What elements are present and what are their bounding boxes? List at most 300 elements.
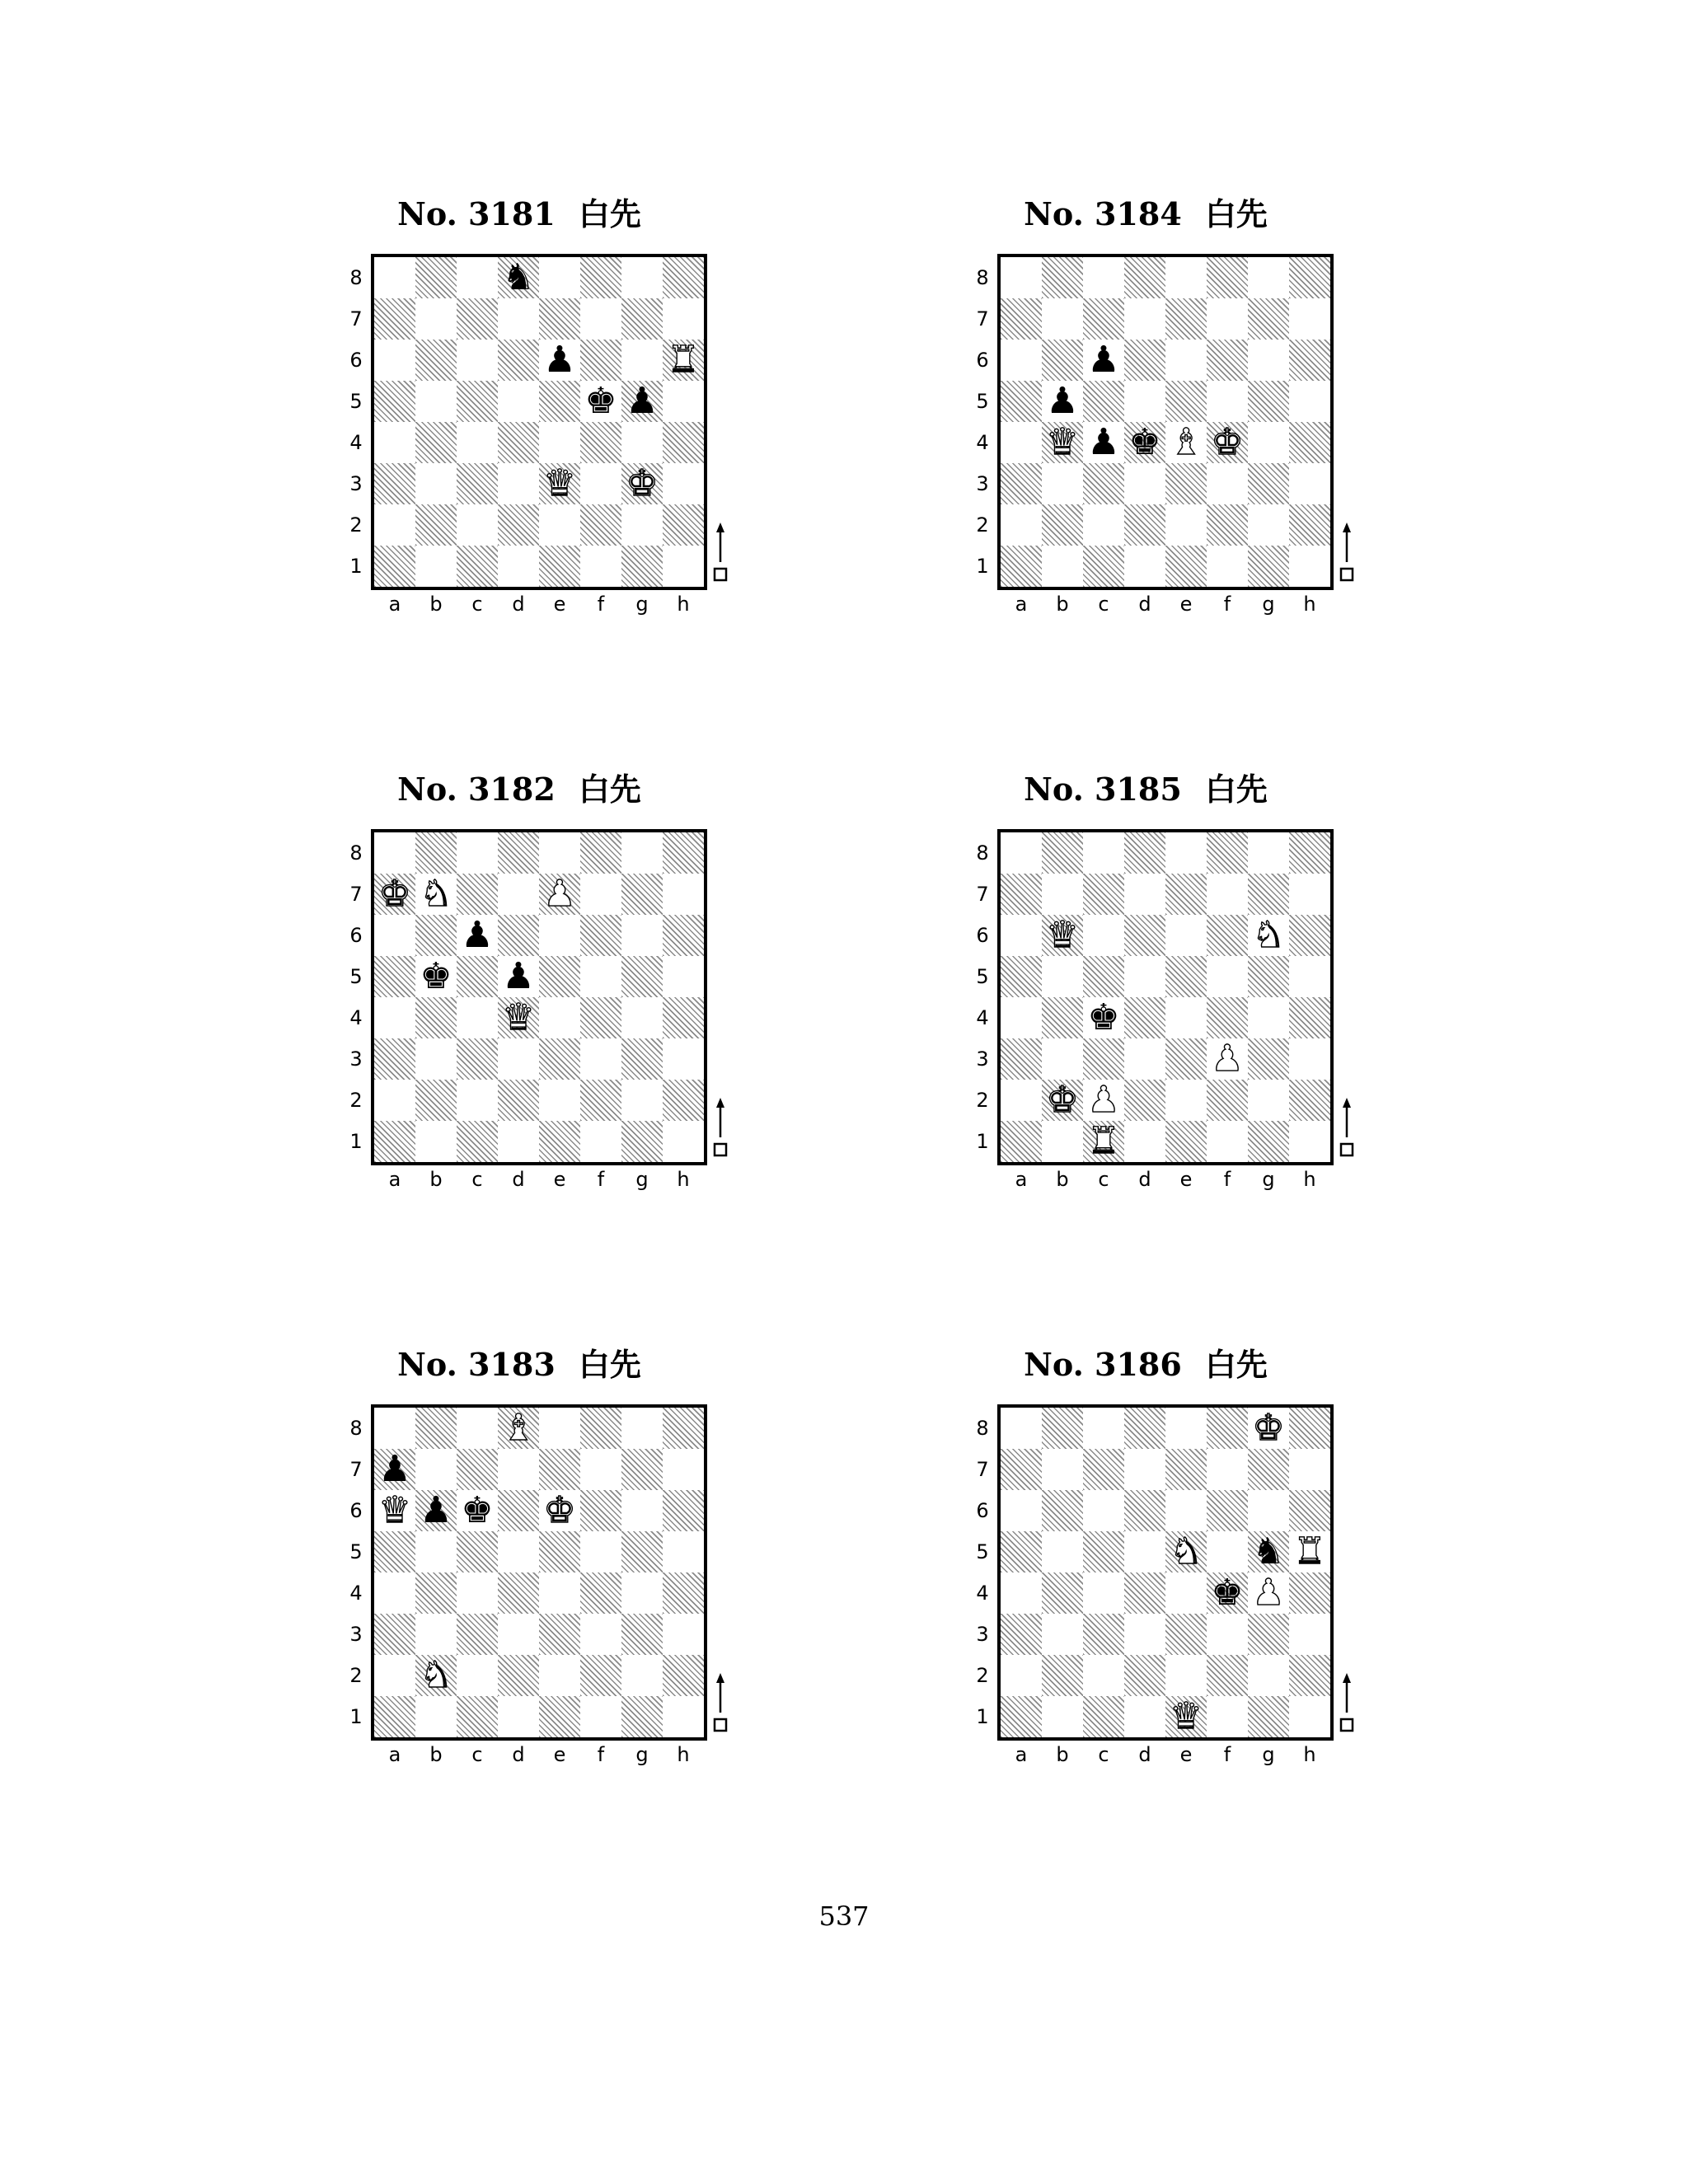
file-label: c <box>1098 593 1109 616</box>
problem-number: No. 3186 <box>1024 1346 1182 1383</box>
square-d5 <box>498 381 539 422</box>
file-label: a <box>388 1743 401 1766</box>
rank-label: 4 <box>976 1582 989 1605</box>
square-c7 <box>457 874 498 915</box>
chess-board <box>997 254 1334 590</box>
square-a5 <box>374 956 415 997</box>
square-g6 <box>621 915 663 956</box>
black-knight-icon: ♞ <box>502 256 535 298</box>
square-h2 <box>1289 1080 1330 1121</box>
square-g2 <box>621 1655 663 1696</box>
square-h7 <box>663 298 704 340</box>
square-g5 <box>621 956 663 997</box>
square-g3 <box>621 1614 663 1655</box>
square-c2 <box>457 504 498 546</box>
square-f7 <box>580 298 621 340</box>
square-h1 <box>1289 1696 1330 1737</box>
square-g4 <box>621 422 663 463</box>
square-h5 <box>1289 381 1330 422</box>
rank-label: 7 <box>349 1458 363 1481</box>
square-d7 <box>498 1449 539 1490</box>
square-a8 <box>374 832 415 874</box>
square-a5 <box>1001 381 1042 422</box>
square-c2 <box>457 1080 498 1121</box>
square-e8 <box>1165 257 1207 298</box>
square-c5 <box>1083 1531 1124 1572</box>
square-d8 <box>1124 257 1165 298</box>
white-bishop-icon: ♝ <box>1170 421 1203 463</box>
square-g4 <box>621 997 663 1038</box>
square-e1 <box>1165 1121 1207 1162</box>
square-h5 <box>663 956 704 997</box>
square-d4 <box>1124 997 1165 1038</box>
diagram-title <box>956 1340 1335 1390</box>
white-king-icon: ♚ <box>378 873 411 915</box>
square-c3 <box>1083 1038 1124 1080</box>
square-e5 <box>539 956 580 997</box>
square-c5 <box>457 956 498 997</box>
square-d5 <box>1124 381 1165 422</box>
square-h4 <box>663 997 704 1038</box>
square-a3 <box>374 1614 415 1655</box>
square-e2 <box>1165 1080 1207 1121</box>
square-c5 <box>457 381 498 422</box>
square-h7 <box>1289 1449 1330 1490</box>
square-f8 <box>1207 1408 1248 1449</box>
square-b6 <box>1042 1490 1083 1531</box>
square-b1 <box>1042 1696 1083 1737</box>
square-a6 <box>1001 915 1042 956</box>
square-h7 <box>1289 874 1330 915</box>
square-e7 <box>1165 874 1207 915</box>
square-e4 <box>539 997 580 1038</box>
rank-label: 6 <box>349 924 363 947</box>
chess-diagram <box>330 190 709 626</box>
square-e3 <box>1165 1614 1207 1655</box>
white-to-move-icon <box>710 1671 730 1734</box>
square-b3 <box>415 1038 457 1080</box>
white-queen-icon: ♛ <box>1046 421 1079 463</box>
problem-number: No. 3184 <box>1024 195 1182 232</box>
square-a4 <box>374 997 415 1038</box>
square-a3 <box>374 463 415 504</box>
rank-label: 4 <box>976 1006 989 1029</box>
square-f1 <box>1207 1121 1248 1162</box>
square-f3 <box>580 1038 621 1080</box>
square-a7 <box>1001 298 1042 340</box>
file-label: e <box>553 1743 566 1766</box>
square-d3 <box>498 463 539 504</box>
square-a8 <box>1001 832 1042 874</box>
square-d7 <box>1124 874 1165 915</box>
file-label: f <box>1223 1743 1231 1766</box>
square-b3 <box>415 463 457 504</box>
square-g7 <box>1248 1449 1289 1490</box>
square-h8 <box>1289 257 1330 298</box>
square-d1 <box>498 546 539 587</box>
file-label: c <box>1098 1168 1109 1191</box>
square-e8 <box>539 257 580 298</box>
white-king-icon: ♚ <box>1046 1079 1079 1121</box>
square-e8 <box>1165 832 1207 874</box>
square-h7 <box>1289 298 1330 340</box>
black-king-icon: ♚ <box>1211 1572 1244 1614</box>
square-f5 <box>1207 956 1248 997</box>
rank-label: 8 <box>976 266 989 289</box>
square-e3 <box>1165 1038 1207 1080</box>
file-label: b <box>1056 1743 1069 1766</box>
rank-label: 3 <box>349 1623 363 1646</box>
file-label: d <box>512 1743 525 1766</box>
square-d8 <box>498 832 539 874</box>
square-f7 <box>580 874 621 915</box>
square-d3 <box>498 1038 539 1080</box>
square-h4 <box>1289 422 1330 463</box>
square-g8 <box>1248 257 1289 298</box>
square-e8 <box>539 1408 580 1449</box>
square-c8 <box>457 832 498 874</box>
square-d7 <box>498 874 539 915</box>
square-e3 <box>1165 463 1207 504</box>
square-h2 <box>663 504 704 546</box>
square-a7 <box>1001 874 1042 915</box>
file-label: f <box>597 593 605 616</box>
black-pawn-icon: ♟ <box>543 339 576 381</box>
square-d4 <box>1124 1572 1165 1614</box>
side-to-move-label: 白先 <box>1204 771 1268 808</box>
square-d8 <box>1124 1408 1165 1449</box>
rank-label: 6 <box>976 349 989 372</box>
diagram-title <box>956 765 1335 814</box>
square-f4 <box>580 997 621 1038</box>
square-f1 <box>580 546 621 587</box>
white-queen-icon: ♛ <box>502 996 535 1038</box>
square-a5 <box>1001 1531 1042 1572</box>
square-c5 <box>1083 381 1124 422</box>
square-c5 <box>1083 956 1124 997</box>
square-c8 <box>1083 257 1124 298</box>
square-h7 <box>663 874 704 915</box>
square-a5 <box>1001 956 1042 997</box>
square-f1 <box>1207 1696 1248 1737</box>
square-g1 <box>621 1121 663 1162</box>
square-e1 <box>1165 546 1207 587</box>
square-b3 <box>1042 463 1083 504</box>
black-pawn-icon: ♟ <box>1046 380 1079 422</box>
square-d7 <box>498 298 539 340</box>
square-b3 <box>1042 1038 1083 1080</box>
square-e5 <box>539 381 580 422</box>
problem-number: No. 3183 <box>397 1346 556 1383</box>
square-b6 <box>415 340 457 381</box>
square-b2 <box>1042 1655 1083 1696</box>
square-g5 <box>1248 956 1289 997</box>
square-a3 <box>1001 463 1042 504</box>
rank-label: 3 <box>349 1047 363 1071</box>
square-h7 <box>663 1449 704 1490</box>
square-c5 <box>457 1531 498 1572</box>
square-f2 <box>1207 1080 1248 1121</box>
square-b5 <box>1042 1531 1083 1572</box>
rank-label: 2 <box>349 513 363 537</box>
rank-label: 4 <box>349 1006 363 1029</box>
square-c2 <box>457 1655 498 1696</box>
square-f7 <box>1207 1449 1248 1490</box>
file-label: e <box>1179 1168 1193 1191</box>
square-g2 <box>621 1080 663 1121</box>
file-label: d <box>1138 593 1151 616</box>
square-h1 <box>663 546 704 587</box>
square-b8 <box>1042 1408 1083 1449</box>
square-a2 <box>374 1080 415 1121</box>
rank-label: 8 <box>349 266 363 289</box>
white-to-move-icon <box>1337 1096 1357 1159</box>
problem-number: No. 3182 <box>397 771 556 808</box>
square-b3 <box>415 1614 457 1655</box>
square-a8 <box>1001 257 1042 298</box>
square-g3 <box>1248 1614 1289 1655</box>
square-a6 <box>1001 340 1042 381</box>
square-c8 <box>1083 1408 1124 1449</box>
file-label: e <box>553 593 566 616</box>
file-label: c <box>471 1743 483 1766</box>
square-b5 <box>415 1531 457 1572</box>
chess-diagram <box>956 1340 1335 1777</box>
square-e5 <box>539 1531 580 1572</box>
square-d2 <box>498 1080 539 1121</box>
square-a2 <box>374 504 415 546</box>
square-f2 <box>580 1655 621 1696</box>
black-pawn-icon: ♟ <box>378 1448 411 1490</box>
square-f2 <box>580 1080 621 1121</box>
square-d3 <box>1124 463 1165 504</box>
problem-number: No. 3181 <box>397 195 556 232</box>
square-f2 <box>580 504 621 546</box>
square-h5 <box>663 381 704 422</box>
white-rook-icon: ♜ <box>1087 1120 1120 1162</box>
square-b4 <box>415 1572 457 1614</box>
square-g6 <box>1248 340 1289 381</box>
square-h2 <box>663 1080 704 1121</box>
square-h8 <box>1289 1408 1330 1449</box>
square-b8 <box>415 832 457 874</box>
square-e7 <box>1165 1449 1207 1490</box>
square-f4 <box>1207 997 1248 1038</box>
square-b7 <box>1042 874 1083 915</box>
square-c4 <box>457 997 498 1038</box>
file-label: h <box>677 593 690 616</box>
white-pawn-icon: ♟ <box>1252 1572 1285 1614</box>
square-d5 <box>1124 1531 1165 1572</box>
square-f6 <box>1207 915 1248 956</box>
square-e2 <box>539 1080 580 1121</box>
square-h1 <box>1289 546 1330 587</box>
white-pawn-icon: ♟ <box>1087 1079 1120 1121</box>
square-b4 <box>415 422 457 463</box>
rank-label: 7 <box>976 1458 989 1481</box>
square-a6 <box>374 340 415 381</box>
white-to-move-icon <box>710 1096 730 1159</box>
square-d2 <box>498 1655 539 1696</box>
square-a3 <box>1001 1038 1042 1080</box>
square-a4 <box>1001 997 1042 1038</box>
chess-board <box>371 1404 707 1741</box>
square-h2 <box>1289 504 1330 546</box>
square-g1 <box>621 546 663 587</box>
diagram-title <box>330 1340 709 1390</box>
square-g4 <box>1248 997 1289 1038</box>
white-queen-icon: ♛ <box>1046 914 1079 956</box>
square-c7 <box>1083 298 1124 340</box>
square-d3 <box>498 1614 539 1655</box>
file-label: h <box>1303 593 1316 616</box>
square-a2 <box>1001 504 1042 546</box>
square-d5 <box>498 1531 539 1572</box>
square-d3 <box>1124 1614 1165 1655</box>
square-b7 <box>1042 298 1083 340</box>
rank-label: 7 <box>349 307 363 330</box>
square-b5 <box>1042 956 1083 997</box>
square-a4 <box>1001 1572 1042 1614</box>
rank-label: 8 <box>976 841 989 865</box>
file-label: d <box>512 593 525 616</box>
square-e7 <box>1165 298 1207 340</box>
rank-label: 5 <box>349 1540 363 1563</box>
square-e1 <box>539 546 580 587</box>
square-g7 <box>1248 874 1289 915</box>
side-to-move-label: 白先 <box>1204 1347 1268 1383</box>
square-e6 <box>1165 340 1207 381</box>
square-e3 <box>539 1614 580 1655</box>
file-label: h <box>677 1168 690 1191</box>
square-g3 <box>1248 463 1289 504</box>
file-label: d <box>512 1168 525 1191</box>
square-f3 <box>1207 1614 1248 1655</box>
square-h6 <box>1289 340 1330 381</box>
square-h8 <box>663 1408 704 1449</box>
square-b6 <box>1042 340 1083 381</box>
square-g2 <box>621 504 663 546</box>
square-d6 <box>498 915 539 956</box>
square-a1 <box>374 1121 415 1162</box>
square-c4 <box>457 1572 498 1614</box>
square-d6 <box>1124 340 1165 381</box>
square-d6 <box>1124 1490 1165 1531</box>
rank-label: 8 <box>349 1417 363 1440</box>
chess-diagram <box>956 765 1335 1202</box>
file-label: g <box>1262 1168 1275 1191</box>
square-c1 <box>1083 546 1124 587</box>
square-d5 <box>1124 956 1165 997</box>
square-e8 <box>539 832 580 874</box>
chess-board <box>997 1404 1334 1741</box>
square-c6 <box>1083 915 1124 956</box>
white-pawn-icon: ♟ <box>543 873 576 915</box>
page-number: 537 <box>818 1900 870 1932</box>
square-f4 <box>580 422 621 463</box>
square-h5 <box>1289 956 1330 997</box>
square-b8 <box>1042 257 1083 298</box>
square-a7 <box>374 298 415 340</box>
square-b1 <box>1042 546 1083 587</box>
square-b1 <box>1042 1121 1083 1162</box>
file-label: h <box>1303 1168 1316 1191</box>
square-f1 <box>1207 546 1248 587</box>
square-a4 <box>1001 422 1042 463</box>
black-pawn-icon: ♟ <box>502 955 535 997</box>
square-e1 <box>539 1696 580 1737</box>
square-a5 <box>374 381 415 422</box>
chess-board <box>997 829 1334 1165</box>
square-e2 <box>1165 1655 1207 1696</box>
square-h1 <box>1289 1121 1330 1162</box>
rank-label: 4 <box>349 1582 363 1605</box>
square-g6 <box>621 340 663 381</box>
rank-label: 7 <box>976 883 989 906</box>
square-h1 <box>663 1121 704 1162</box>
square-c7 <box>1083 874 1124 915</box>
square-e4 <box>1165 1572 1207 1614</box>
square-h4 <box>663 422 704 463</box>
square-f1 <box>580 1121 621 1162</box>
rank-label: 1 <box>349 1130 363 1153</box>
square-g8 <box>621 832 663 874</box>
square-d2 <box>1124 1655 1165 1696</box>
file-label: c <box>471 1168 483 1191</box>
white-king-icon: ♚ <box>1211 421 1244 463</box>
square-g4 <box>621 1572 663 1614</box>
square-d1 <box>498 1696 539 1737</box>
square-h8 <box>1289 832 1330 874</box>
square-f6 <box>580 1490 621 1531</box>
square-d4 <box>498 1572 539 1614</box>
file-label: d <box>1138 1168 1151 1191</box>
square-h6 <box>1289 915 1330 956</box>
square-d1 <box>1124 1696 1165 1737</box>
square-h6 <box>1289 1490 1330 1531</box>
square-h6 <box>663 915 704 956</box>
black-pawn-icon: ♟ <box>1087 421 1120 463</box>
square-e4 <box>1165 997 1207 1038</box>
rank-label: 2 <box>349 1664 363 1687</box>
square-b2 <box>415 1080 457 1121</box>
square-c1 <box>457 546 498 587</box>
rank-label: 3 <box>349 472 363 495</box>
square-d7 <box>1124 1449 1165 1490</box>
square-c1 <box>457 1121 498 1162</box>
file-label: g <box>635 1168 649 1191</box>
square-f8 <box>580 1408 621 1449</box>
file-label: a <box>1015 593 1028 616</box>
square-b7 <box>1042 1449 1083 1490</box>
square-c8 <box>1083 832 1124 874</box>
square-f2 <box>1207 504 1248 546</box>
square-d6 <box>498 1490 539 1531</box>
square-g3 <box>1248 1038 1289 1080</box>
square-b7 <box>415 298 457 340</box>
white-queen-icon: ♛ <box>543 462 576 504</box>
square-c6 <box>457 340 498 381</box>
file-label: g <box>635 1743 649 1766</box>
square-g2 <box>1248 1655 1289 1696</box>
square-b4 <box>1042 1572 1083 1614</box>
square-f3 <box>580 463 621 504</box>
square-f3 <box>1207 463 1248 504</box>
square-e6 <box>1165 915 1207 956</box>
square-e8 <box>1165 1408 1207 1449</box>
file-label: f <box>597 1168 605 1191</box>
square-h2 <box>663 1655 704 1696</box>
